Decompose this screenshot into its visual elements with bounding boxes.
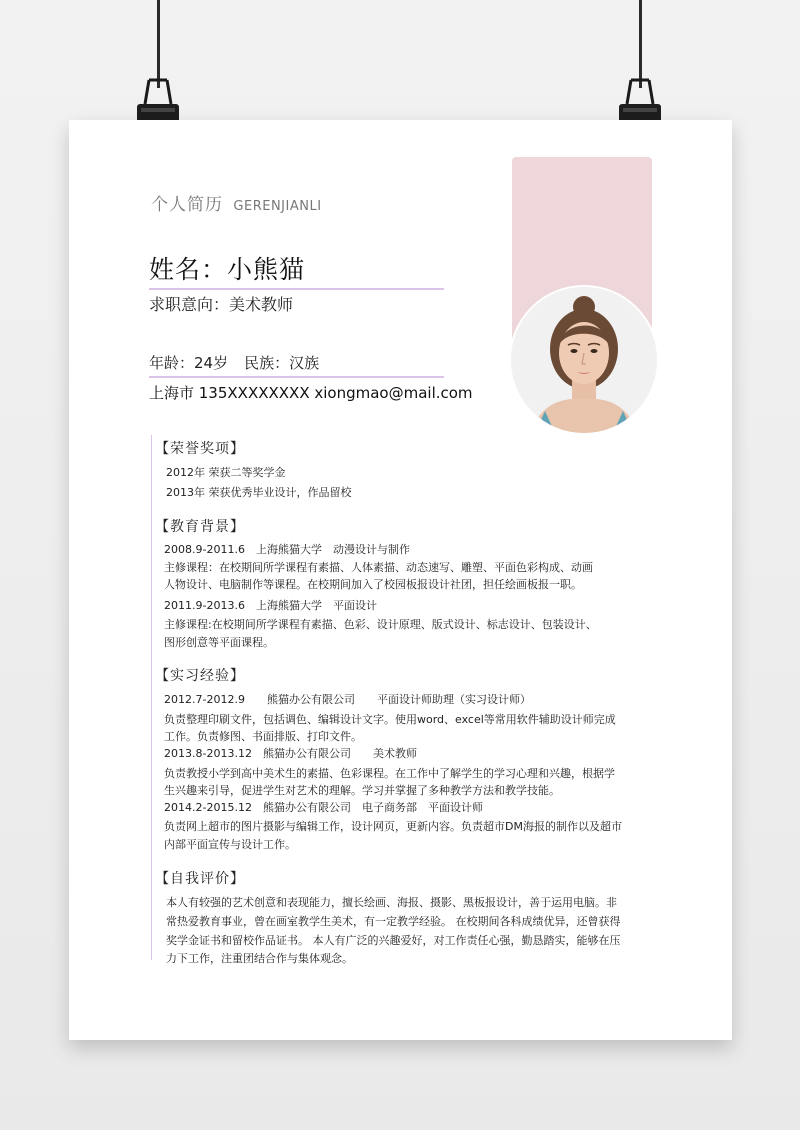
portrait-photo [509, 285, 659, 435]
divider-info [149, 376, 444, 378]
honors-line: 2012年 荣获二等奖学金 [166, 466, 286, 479]
section-heading-education: 【教育背景】 [155, 519, 245, 535]
resume-title [151, 190, 322, 215]
age-ethnicity-line [149, 352, 319, 373]
self-eval-line: 力下工作，注重团结合作与集体观念。 [166, 952, 353, 965]
hanger-wire-left [157, 0, 160, 88]
contact-info: 上海市 135XXXXXXXX xiongmao@mail.com [149, 384, 473, 402]
internship-line: 内部平面宣传与设计工作。 [164, 838, 296, 851]
internship-line: 负责教授小学到高中美术生的素描、色彩课程。在工作中了解学生的学习心理和兴趣，根据学 [164, 767, 615, 780]
job-intent: 求职意向：美术教师 [149, 295, 294, 314]
ethnicity: 民族：汉族 [244, 354, 320, 372]
resume-paper [69, 120, 732, 1040]
education-line: 主修课程:在校期间所学课程有素描、色彩、设计原理、版式设计、标志设计、包装设计、 [164, 618, 597, 631]
age: 年龄：24岁 [149, 354, 229, 372]
education-line: 2011.9-2013.6 上海熊猫大学 平面设计 [164, 599, 377, 612]
internship-line: 负责网上超市的图片摄影与编辑工作，设计网页，更新内容。负责超市DM海报的制作以及超市 [164, 820, 622, 833]
hanger-wire-right [639, 0, 642, 88]
internship-line: 生兴趣来引导，促进学生对艺术的理解。学习并掌握了多种教学方法和教学技能。 [164, 784, 560, 797]
resume-title-en: GERENJIANLI [233, 199, 322, 214]
internship-line: 2012.7-2012.9 熊猫办公有限公司 平面设计师助理（实习设计师） [164, 693, 531, 706]
education-line: 2008.9-2011.6 上海熊猫大学 动漫设计与制作 [164, 543, 410, 556]
section-heading-internship: 【实习经验】 [155, 668, 245, 684]
self-eval-line: 常热爱教育事业，曾在画室教学生美术，有一定教学经验。 在校期间各科成绩优异，还曾获得 [166, 915, 621, 928]
internship-line: 负责整理印刷文件，包括调色、编辑设计文字。使用word、excel等常用软件辅助设计师完成 [164, 713, 616, 726]
internship-line: 工作。负责修图、书面排版、打印文件。 [164, 730, 362, 743]
section-heading-honors: 【荣誉奖项】 [155, 441, 245, 457]
candidate-name: 姓名：小熊猫 [149, 255, 306, 284]
resume-title-cn: 个人简历 [151, 195, 223, 215]
self-eval-line: 奖学金证书和留校作品证书。 本人有广泛的兴趣爱好，对工作责任心强，勤恳踏实，能够在压 [166, 934, 621, 947]
education-line: 图形创意等平面课程。 [164, 636, 274, 649]
section-heading-self-eval: 【自我评价】 [155, 871, 245, 887]
internship-line: 2014.2-2015.12 熊猫办公有限公司 电子商务部 平面设计师 [164, 801, 483, 814]
self-eval-line: 本人有较强的艺术创意和表现能力，擅长绘画、海报、摄影、黑板报设计，善于运用电脑。非 [166, 896, 617, 909]
honors-line: 2013年 荣获优秀毕业设计，作品留校 [166, 486, 352, 499]
divider-name [149, 288, 444, 290]
education-line: 主修课程：在校期间所学课程有素描、人体素描、动态速写、雕塑、平面色彩构成、动画 [164, 561, 593, 574]
education-line: 人物设计、电脑制作等课程。在校期间加入了校园板报设计社团，担任绘画板报一职。 [164, 578, 582, 591]
timeline-rule [151, 435, 152, 960]
internship-line: 2013.8-2013.12 熊猫办公有限公司 美术教师 [164, 747, 417, 760]
